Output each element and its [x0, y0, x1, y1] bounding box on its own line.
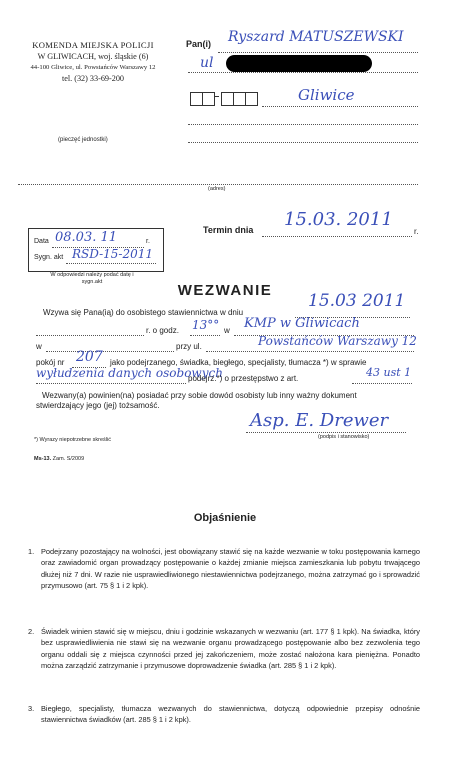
- summons-text: Wzywa się Pana(ią) do osobistego stawiennictwa w dniu: [43, 308, 244, 317]
- address-line-full: [18, 184, 418, 185]
- explanation-item-number: 1.: [28, 547, 35, 556]
- postcode-box-5: [245, 92, 258, 106]
- explanation-title: Objaśnienie: [193, 512, 257, 524]
- signature-caption: (podpis i stanowisko): [318, 434, 370, 440]
- recipient-city: Gliwice: [298, 86, 355, 104]
- summons-case: wyłudzenia danych osobowych: [36, 366, 223, 380]
- signature-line: [246, 432, 406, 433]
- date-suffix: r.: [146, 238, 150, 245]
- recipient-label: Pan(i): [186, 39, 212, 49]
- room-label: pokój nr: [36, 358, 65, 367]
- stamp-caption: (pieczęć jednostki): [58, 137, 108, 143]
- stamp-line-3: 44-100 Gliwice, ul. Powstańców Warszawy 12: [30, 64, 156, 71]
- line2-leading: [36, 335, 144, 336]
- summons-place: KMP w Gliwicach: [244, 316, 360, 331]
- explanation-item-text: Biegłego, specjalisty, tłumacza wezwanych do stawiennictwa, dotyczą odpowiednie przepisy odnośnie stawiennictwa świadków (art. 285 § 1 i 2 kpk).: [41, 704, 420, 725]
- deadline-date: 15.03. 2011: [284, 209, 393, 230]
- place2-line: [46, 351, 174, 352]
- reference-value: RSD-15-2011: [72, 247, 154, 261]
- deadline-suffix: r.: [414, 227, 419, 236]
- recipient-street-prefix: ul: [200, 55, 214, 71]
- date-label: Data: [34, 238, 49, 245]
- identity-docs-text: Wezwany(a) powinien(na) posiadać przy sobie dowód osobisty lub inny ważny dokument stwierdzający jego (jej) tożsamość.: [36, 391, 357, 410]
- postcode-box-2: [202, 92, 215, 106]
- street-line: [206, 351, 414, 352]
- summons-article: 43 ust 1: [366, 366, 412, 379]
- summons-date: 15.03 2011: [308, 291, 406, 311]
- recipient-line-1: [218, 52, 418, 53]
- stamp-line-2: W GLIWICACH, woj. śląskie (6): [37, 52, 149, 61]
- street-label: przy ul.: [176, 342, 202, 351]
- place2-w-label: w: [36, 342, 42, 351]
- summons-room: 207: [76, 349, 103, 365]
- footnote: *) Wyrazy niepotrzebne skreślić: [34, 437, 111, 443]
- document-title: WEZWANIE: [177, 282, 273, 299]
- recipient-line-5: [188, 142, 418, 143]
- signature: Asp. E. Drewer: [250, 410, 389, 431]
- hour-label: r. o godz.: [146, 326, 179, 335]
- explanation-item-text: Podejrzany pozostający na wolności, jest obowiązany stawić się na każde wezwanie w toku postępowania karnego oraz zawiadomić organ prowadzący postępowanie o każdej zmianie miejsca zamieszkania lub pobytu trwającego dłużej niż 7 dni. W razie nie usprawiedliwionego niestawiennictwa podejrzanego, można zatrzymać go i sprowadzić przymusowo (art. 75 § 1 i 2 kpk).: [41, 547, 420, 590]
- case-line: [36, 383, 186, 384]
- explanation-item-number: 3.: [28, 704, 35, 713]
- recipient-line-2: [188, 72, 418, 73]
- stamp-line-1: KOMENDA MIEJSKA POLICJI: [32, 40, 154, 50]
- deadline-line: [262, 236, 412, 237]
- recipient-name: Ryszard MATUSZEWSKI: [228, 29, 404, 45]
- deadline-label: Termin dnia: [203, 225, 254, 235]
- hour-line: [190, 335, 220, 336]
- recipient-line-4: [188, 124, 418, 125]
- summons-street: Powstańców Warszawy 12: [258, 334, 417, 348]
- reference-note: W odpowiedzi należy podać datę i sygn.akt: [50, 272, 134, 285]
- summons-hour: 13°°: [192, 318, 220, 332]
- article-line: [352, 383, 412, 384]
- stamp-line-4: tel. (32) 33-69-200: [61, 74, 125, 83]
- explanation-item-text: Świadek winien stawić się w miejscu, dniu i godzinie wskazanych w wezwaniu (art. 177 § 1 kpk). Na świadka, który bez usprawiedliwienia nie stawi się na wezwanie organu prowadzącego postępowanie albo bez zezwolenia tego organu oddali się z miejsca czynności przed jej zakończeniem, może zostać nałożona kara pieniężna. Ponadto można zarządzić zatrzymanie i przymusowe doprowadzenie świadka (art. 285 § 1 i 2 kpk).: [41, 627, 420, 670]
- form-code: [34, 456, 84, 462]
- form-code-order: Zam. S/2009: [52, 456, 85, 462]
- recipient-line-3: [262, 106, 418, 107]
- redaction-bar: [226, 55, 372, 72]
- place-w-label: w: [224, 326, 230, 335]
- explanation-item-number: 2.: [28, 627, 35, 636]
- role-text: jako podejrzanego, świadka, biegłego, specjalisty, tłumacza *) w sprawie: [110, 358, 367, 367]
- date-value: 08.03. 11: [55, 230, 118, 245]
- reference-line: [66, 263, 156, 264]
- offence-label: podejrz.*) o przestępstwo z art.: [188, 374, 299, 383]
- institution-stamp: [14, 40, 172, 84]
- form-code-id: Ms-13.: [34, 456, 52, 462]
- address-caption: (adres): [208, 186, 226, 192]
- reference-label: Sygn. akt: [34, 254, 64, 261]
